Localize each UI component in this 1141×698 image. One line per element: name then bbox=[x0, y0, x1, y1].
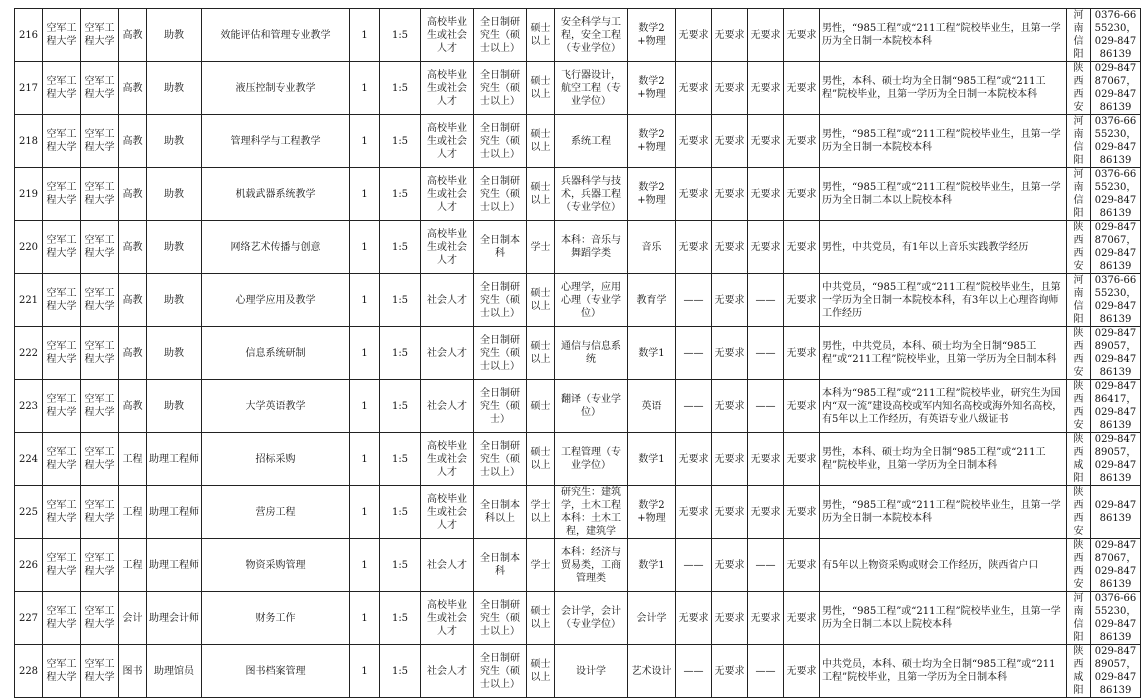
source-cell: 高校毕业生或社会人才 bbox=[421, 433, 474, 486]
unit-cell: 空军工程大学 bbox=[43, 274, 81, 327]
requirement-cell: 无要求 bbox=[784, 274, 820, 327]
requirement-cell: 无要求 bbox=[676, 115, 712, 168]
education-cell: 全日制研究生（硕士以上） bbox=[474, 645, 527, 698]
exam-subject-cell: 数学1 bbox=[628, 539, 676, 592]
position-cell: 助教 bbox=[147, 274, 202, 327]
degree-cell: 硕士以上 bbox=[527, 9, 555, 62]
category-cell: 高教 bbox=[119, 168, 147, 221]
requirement-cell: 无要求 bbox=[676, 433, 712, 486]
degree-cell: 硕士 bbox=[527, 380, 555, 433]
exam-subject-cell: 数学2+物理 bbox=[628, 486, 676, 539]
position-cell: 助教 bbox=[147, 115, 202, 168]
source-cell: 社会人才 bbox=[421, 539, 474, 592]
ratio-cell: 1:5 bbox=[380, 645, 421, 698]
position-cell: 助教 bbox=[147, 62, 202, 115]
row-number: 224 bbox=[15, 433, 43, 486]
requirement-cell: —— bbox=[676, 645, 712, 698]
requirement-cell: 无要求 bbox=[676, 592, 712, 645]
exam-subject-cell: 艺术设计 bbox=[628, 645, 676, 698]
department-cell: 空军工程大学 bbox=[81, 115, 119, 168]
ratio-cell: 1:5 bbox=[380, 539, 421, 592]
department-cell: 空军工程大学 bbox=[81, 168, 119, 221]
requirement-cell: —— bbox=[676, 539, 712, 592]
contact-phone-cell: 029-84786417，029-84786139 bbox=[1091, 380, 1141, 433]
requirement-cell: 无要求 bbox=[712, 592, 748, 645]
requirement-cell: 无要求 bbox=[712, 539, 748, 592]
requirement-cell: 无要求 bbox=[784, 380, 820, 433]
unit-cell: 空军工程大学 bbox=[43, 221, 81, 274]
unit-cell: 空军工程大学 bbox=[43, 115, 81, 168]
requirement-cell: —— bbox=[748, 380, 784, 433]
count-cell: 1 bbox=[350, 9, 380, 62]
work-content-cell: 心理学应用及教学 bbox=[202, 274, 350, 327]
category-cell: 图书 bbox=[119, 645, 147, 698]
position-cell: 助教 bbox=[147, 380, 202, 433]
department-cell: 空军工程大学 bbox=[81, 486, 119, 539]
count-cell: 1 bbox=[350, 380, 380, 433]
exam-subject-cell: 数学2+物理 bbox=[628, 62, 676, 115]
category-cell: 高教 bbox=[119, 62, 147, 115]
major-cell: 工程管理（专业学位） bbox=[555, 433, 628, 486]
department-cell: 空军工程大学 bbox=[81, 433, 119, 486]
major-cell: 系统工程 bbox=[555, 115, 628, 168]
position-cell: 助教 bbox=[147, 327, 202, 380]
other-requirements-cell: 男性，中共党员，本科、硕士均为全日制“985工程”或“211工程”院校毕业，且第一学历为全日制本科 bbox=[820, 327, 1067, 380]
contact-phone-cell: 0376-6655230，029-84786139 bbox=[1091, 592, 1141, 645]
other-requirements-cell: 有5年以上物资采购或财会工作经历，陕西省户口 bbox=[820, 539, 1067, 592]
position-cell: 助理工程师 bbox=[147, 486, 202, 539]
other-requirements-cell: 男性，“985工程”或“211工程”院校毕业生，且第一学历为全日制一本院校本科 bbox=[820, 486, 1067, 539]
unit-cell: 空军工程大学 bbox=[43, 380, 81, 433]
requirement-cell: 无要求 bbox=[784, 592, 820, 645]
table-row bbox=[15, 433, 1141, 486]
major-cell: 安全科学与工程，安全工程（专业学位） bbox=[555, 9, 628, 62]
department-cell: 空军工程大学 bbox=[81, 274, 119, 327]
ratio-cell: 1:5 bbox=[380, 115, 421, 168]
location-cell: 河南信阳 bbox=[1067, 274, 1091, 327]
requirement-cell: 无要求 bbox=[676, 62, 712, 115]
source-cell: 社会人才 bbox=[421, 274, 474, 327]
contact-phone-cell: 0376-6655230，029-84786139 bbox=[1091, 9, 1141, 62]
source-cell: 高校毕业生或社会人才 bbox=[421, 486, 474, 539]
work-content-cell: 机载武器系统教学 bbox=[202, 168, 350, 221]
table-row bbox=[15, 115, 1141, 168]
position-cell: 助教 bbox=[147, 221, 202, 274]
requirement-cell: 无要求 bbox=[784, 645, 820, 698]
requirement-cell: 无要求 bbox=[784, 62, 820, 115]
requirement-cell: —— bbox=[748, 645, 784, 698]
department-cell: 空军工程大学 bbox=[81, 380, 119, 433]
other-requirements-cell: 男性，“985工程”或“211工程”院校毕业生，且第一学历为全日制二本以上院校本科 bbox=[820, 168, 1067, 221]
contact-phone-cell: 029-84786139 bbox=[1091, 486, 1141, 539]
requirement-cell: 无要求 bbox=[784, 115, 820, 168]
major-cell: 翻译（专业学位） bbox=[555, 380, 628, 433]
department-cell: 空军工程大学 bbox=[81, 221, 119, 274]
category-cell: 高教 bbox=[119, 221, 147, 274]
requirement-cell: 无要求 bbox=[712, 9, 748, 62]
ratio-cell: 1:5 bbox=[380, 380, 421, 433]
major-cell: 会计学，会计（专业学位） bbox=[555, 592, 628, 645]
major-cell: 心理学，应用心理（专业学位） bbox=[555, 274, 628, 327]
requirement-cell: 无要求 bbox=[748, 115, 784, 168]
work-content-cell: 大学英语教学 bbox=[202, 380, 350, 433]
degree-cell: 学士 bbox=[527, 539, 555, 592]
education-cell: 全日制本科以上 bbox=[474, 486, 527, 539]
location-cell: 陕西西安 bbox=[1067, 486, 1091, 539]
requirement-cell: 无要求 bbox=[676, 168, 712, 221]
requirement-cell: 无要求 bbox=[784, 486, 820, 539]
ratio-cell: 1:5 bbox=[380, 9, 421, 62]
requirement-cell: 无要求 bbox=[748, 9, 784, 62]
row-number: 218 bbox=[15, 115, 43, 168]
degree-cell: 硕士以上 bbox=[527, 168, 555, 221]
education-cell: 全日制研究生（硕士以上） bbox=[474, 433, 527, 486]
unit-cell: 空军工程大学 bbox=[43, 433, 81, 486]
requirement-cell: 无要求 bbox=[712, 327, 748, 380]
education-cell: 全日制研究生（硕士以上） bbox=[474, 9, 527, 62]
department-cell: 空军工程大学 bbox=[81, 62, 119, 115]
count-cell: 1 bbox=[350, 274, 380, 327]
contact-phone-cell: 029-84787067，029-84786139 bbox=[1091, 539, 1141, 592]
position-cell: 助理馆员 bbox=[147, 645, 202, 698]
source-cell: 高校毕业生或社会人才 bbox=[421, 9, 474, 62]
department-cell: 空军工程大学 bbox=[81, 645, 119, 698]
requirement-cell: 无要求 bbox=[748, 592, 784, 645]
unit-cell: 空军工程大学 bbox=[43, 62, 81, 115]
ratio-cell: 1:5 bbox=[380, 486, 421, 539]
requirement-cell: 无要求 bbox=[784, 221, 820, 274]
ratio-cell: 1:5 bbox=[380, 62, 421, 115]
unit-cell: 空军工程大学 bbox=[43, 592, 81, 645]
contact-phone-cell: 029-84787067，029-84786139 bbox=[1091, 221, 1141, 274]
requirement-cell: 无要求 bbox=[712, 115, 748, 168]
exam-subject-cell: 英语 bbox=[628, 380, 676, 433]
source-cell: 高校毕业生或社会人才 bbox=[421, 221, 474, 274]
other-requirements-cell: 男性，“985工程”或“211工程”院校毕业生，且第一学历为全日制一本院校本科 bbox=[820, 115, 1067, 168]
requirement-cell: 无要求 bbox=[784, 9, 820, 62]
major-cell: 通信与信息系统 bbox=[555, 327, 628, 380]
degree-cell: 学士以上 bbox=[527, 486, 555, 539]
other-requirements-cell: 男性，“985工程”或“211工程”院校毕业生，且第一学历为全日制二本以上院校本科 bbox=[820, 592, 1067, 645]
ratio-cell: 1:5 bbox=[380, 221, 421, 274]
ratio-cell: 1:5 bbox=[380, 327, 421, 380]
contact-phone-cell: 029-84789057，029-84786139 bbox=[1091, 433, 1141, 486]
table-row bbox=[15, 274, 1141, 327]
requirement-cell: 无要求 bbox=[712, 62, 748, 115]
position-cell: 助理会计师 bbox=[147, 592, 202, 645]
source-cell: 社会人才 bbox=[421, 327, 474, 380]
position-cell: 助理工程师 bbox=[147, 539, 202, 592]
category-cell: 高教 bbox=[119, 380, 147, 433]
source-cell: 高校毕业生或社会人才 bbox=[421, 168, 474, 221]
unit-cell: 空军工程大学 bbox=[43, 539, 81, 592]
table-row bbox=[15, 9, 1141, 62]
table-row bbox=[15, 486, 1141, 539]
work-content-cell: 管理科学与工程教学 bbox=[202, 115, 350, 168]
row-number: 221 bbox=[15, 274, 43, 327]
requirement-cell: —— bbox=[676, 327, 712, 380]
education-cell: 全日制研究生（硕士） bbox=[474, 380, 527, 433]
exam-subject-cell: 数学2+物理 bbox=[628, 115, 676, 168]
category-cell: 高教 bbox=[119, 274, 147, 327]
requirement-cell: 无要求 bbox=[784, 327, 820, 380]
table-row bbox=[15, 645, 1141, 698]
row-number: 216 bbox=[15, 9, 43, 62]
major-cell: 设计学 bbox=[555, 645, 628, 698]
location-cell: 河南信阳 bbox=[1067, 9, 1091, 62]
location-cell: 陕西咸阳 bbox=[1067, 433, 1091, 486]
department-cell: 空军工程大学 bbox=[81, 592, 119, 645]
row-number: 217 bbox=[15, 62, 43, 115]
location-cell: 河南信阳 bbox=[1067, 168, 1091, 221]
unit-cell: 空军工程大学 bbox=[43, 486, 81, 539]
unit-cell: 空军工程大学 bbox=[43, 9, 81, 62]
source-cell: 高校毕业生或社会人才 bbox=[421, 115, 474, 168]
work-content-cell: 信息系统研制 bbox=[202, 327, 350, 380]
requirement-cell: 无要求 bbox=[784, 433, 820, 486]
other-requirements-cell: 男性，本科、硕士均为全日制“985工程”或“211工程”院校毕业，且第一学历为全日制本科 bbox=[820, 433, 1067, 486]
major-cell: 兵器科学与技术，兵器工程（专业学位） bbox=[555, 168, 628, 221]
degree-cell: 学士 bbox=[527, 221, 555, 274]
education-cell: 全日制本科 bbox=[474, 221, 527, 274]
category-cell: 工程 bbox=[119, 486, 147, 539]
degree-cell: 硕士以上 bbox=[527, 645, 555, 698]
category-cell: 工程 bbox=[119, 539, 147, 592]
exam-subject-cell: 音乐 bbox=[628, 221, 676, 274]
major-cell: 本科：经济与贸易类，工商管理类 bbox=[555, 539, 628, 592]
requirement-cell: 无要求 bbox=[712, 274, 748, 327]
row-number: 220 bbox=[15, 221, 43, 274]
count-cell: 1 bbox=[350, 221, 380, 274]
count-cell: 1 bbox=[350, 645, 380, 698]
requirement-cell: 无要求 bbox=[748, 486, 784, 539]
work-content-cell: 网络艺术传播与创意 bbox=[202, 221, 350, 274]
table-row bbox=[15, 168, 1141, 221]
requirement-cell: 无要求 bbox=[784, 168, 820, 221]
work-content-cell: 营房工程 bbox=[202, 486, 350, 539]
other-requirements-cell: 中共党员，本科、硕士均为全日制“985工程”或“211工程”院校毕业，且第一学历为全日制本科 bbox=[820, 645, 1067, 698]
exam-subject-cell: 数学1 bbox=[628, 327, 676, 380]
requirement-cell: 无要求 bbox=[712, 380, 748, 433]
unit-cell: 空军工程大学 bbox=[43, 168, 81, 221]
work-content-cell: 物资采购管理 bbox=[202, 539, 350, 592]
exam-subject-cell: 会计学 bbox=[628, 592, 676, 645]
education-cell: 全日制研究生（硕士以上） bbox=[474, 62, 527, 115]
degree-cell: 硕士以上 bbox=[527, 327, 555, 380]
count-cell: 1 bbox=[350, 433, 380, 486]
ratio-cell: 1:5 bbox=[380, 592, 421, 645]
work-content-cell: 液压控制专业教学 bbox=[202, 62, 350, 115]
table-row bbox=[15, 539, 1141, 592]
requirement-cell: 无要求 bbox=[748, 221, 784, 274]
requirement-cell: —— bbox=[748, 539, 784, 592]
source-cell: 高校毕业生或社会人才 bbox=[421, 62, 474, 115]
requirement-cell: 无要求 bbox=[676, 9, 712, 62]
requirement-cell: 无要求 bbox=[712, 645, 748, 698]
requirement-cell: 无要求 bbox=[784, 539, 820, 592]
category-cell: 高教 bbox=[119, 115, 147, 168]
count-cell: 1 bbox=[350, 168, 380, 221]
contact-phone-cell: 029-84789057，029-84786139 bbox=[1091, 327, 1141, 380]
exam-subject-cell: 数学2+物理 bbox=[628, 168, 676, 221]
requirement-cell: 无要求 bbox=[712, 433, 748, 486]
degree-cell: 硕士以上 bbox=[527, 592, 555, 645]
other-requirements-cell: 本科为“985工程”或“211工程”院校毕业，研究生为国内“双一流”建设高校或军内知名高校或海外知名高校，有5年以上工作经历，有英语专业八级证书 bbox=[820, 380, 1067, 433]
work-content-cell: 效能评估和管理专业教学 bbox=[202, 9, 350, 62]
position-cell: 助理工程师 bbox=[147, 433, 202, 486]
ratio-cell: 1:5 bbox=[380, 168, 421, 221]
requirement-cell: 无要求 bbox=[676, 221, 712, 274]
row-number: 227 bbox=[15, 592, 43, 645]
work-content-cell: 招标采购 bbox=[202, 433, 350, 486]
requirement-cell: 无要求 bbox=[748, 62, 784, 115]
contact-phone-cell: 0376-6655230，029-84786139 bbox=[1091, 274, 1141, 327]
count-cell: 1 bbox=[350, 327, 380, 380]
location-cell: 陕西西安 bbox=[1067, 221, 1091, 274]
education-cell: 全日制研究生（硕士以上） bbox=[474, 115, 527, 168]
position-cell: 助教 bbox=[147, 168, 202, 221]
location-cell: 陕西西安 bbox=[1067, 539, 1091, 592]
source-cell: 社会人才 bbox=[421, 645, 474, 698]
location-cell: 陕西西安 bbox=[1067, 380, 1091, 433]
requirement-cell: 无要求 bbox=[712, 168, 748, 221]
row-number: 223 bbox=[15, 380, 43, 433]
row-number: 222 bbox=[15, 327, 43, 380]
table-row bbox=[15, 380, 1141, 433]
degree-cell: 硕士以上 bbox=[527, 433, 555, 486]
category-cell: 工程 bbox=[119, 433, 147, 486]
major-cell: 本科：音乐与舞蹈学类 bbox=[555, 221, 628, 274]
requirement-cell: —— bbox=[676, 380, 712, 433]
location-cell: 陕西西安 bbox=[1067, 62, 1091, 115]
degree-cell: 硕士以上 bbox=[527, 62, 555, 115]
requirement-cell: —— bbox=[748, 327, 784, 380]
ratio-cell: 1:5 bbox=[380, 433, 421, 486]
category-cell: 会计 bbox=[119, 592, 147, 645]
education-cell: 全日制研究生（硕士以上） bbox=[474, 274, 527, 327]
category-cell: 高教 bbox=[119, 9, 147, 62]
education-cell: 全日制本科 bbox=[474, 539, 527, 592]
department-cell: 空军工程大学 bbox=[81, 9, 119, 62]
row-number: 226 bbox=[15, 539, 43, 592]
major-cell: 飞行器设计，航空工程（专业学位） bbox=[555, 62, 628, 115]
unit-cell: 空军工程大学 bbox=[43, 327, 81, 380]
contact-phone-cell: 0376-6655230，029-84786139 bbox=[1091, 168, 1141, 221]
ratio-cell: 1:5 bbox=[380, 274, 421, 327]
location-cell: 河南信阳 bbox=[1067, 115, 1091, 168]
unit-cell: 空军工程大学 bbox=[43, 645, 81, 698]
requirement-cell: —— bbox=[748, 274, 784, 327]
other-requirements-cell: 男性，“985工程”或“211工程”院校毕业生，且第一学历为全日制一本院校本科 bbox=[820, 9, 1067, 62]
row-number: 225 bbox=[15, 486, 43, 539]
contact-phone-cell: 029-84789057，029-84786139 bbox=[1091, 645, 1141, 698]
table-row bbox=[15, 221, 1141, 274]
department-cell: 空军工程大学 bbox=[81, 327, 119, 380]
major-cell: 研究生：建筑学，土木工程本科：土木工程，建筑学 bbox=[555, 486, 628, 539]
contact-phone-cell: 0376-6655230，029-84786139 bbox=[1091, 115, 1141, 168]
other-requirements-cell: 中共党员，“985工程”或“211工程”院校毕业生，且第一学历为全日制一本院校本科，有3年以上心理咨询师工作经历 bbox=[820, 274, 1067, 327]
degree-cell: 硕士以上 bbox=[527, 115, 555, 168]
work-content-cell: 图书档案管理 bbox=[202, 645, 350, 698]
table-row bbox=[15, 592, 1141, 645]
row-number: 228 bbox=[15, 645, 43, 698]
position-cell: 助教 bbox=[147, 9, 202, 62]
positions-table bbox=[14, 8, 1141, 698]
source-cell: 社会人才 bbox=[421, 380, 474, 433]
location-cell: 陕西咸阳 bbox=[1067, 645, 1091, 698]
row-number: 219 bbox=[15, 168, 43, 221]
other-requirements-cell: 男性，本科、硕士均为全日制“985工程”或“211工程”院校毕业，且第一学历为全日制一本院校本科 bbox=[820, 62, 1067, 115]
education-cell: 全日制研究生（硕士以上） bbox=[474, 592, 527, 645]
count-cell: 1 bbox=[350, 486, 380, 539]
count-cell: 1 bbox=[350, 62, 380, 115]
degree-cell: 硕士以上 bbox=[527, 274, 555, 327]
requirement-cell: 无要求 bbox=[748, 433, 784, 486]
requirement-cell: —— bbox=[676, 274, 712, 327]
exam-subject-cell: 数学2+物理 bbox=[628, 9, 676, 62]
work-content-cell: 财务工作 bbox=[202, 592, 350, 645]
contact-phone-cell: 029-84787067，029-84786139 bbox=[1091, 62, 1141, 115]
count-cell: 1 bbox=[350, 539, 380, 592]
requirement-cell: 无要求 bbox=[676, 486, 712, 539]
category-cell: 高教 bbox=[119, 327, 147, 380]
exam-subject-cell: 数学1 bbox=[628, 433, 676, 486]
table-row bbox=[15, 62, 1141, 115]
table-row bbox=[15, 327, 1141, 380]
exam-subject-cell: 教育学 bbox=[628, 274, 676, 327]
location-cell: 河南信阳 bbox=[1067, 592, 1091, 645]
education-cell: 全日制研究生（硕士以上） bbox=[474, 327, 527, 380]
education-cell: 全日制研究生（硕士以上） bbox=[474, 168, 527, 221]
requirement-cell: 无要求 bbox=[748, 168, 784, 221]
count-cell: 1 bbox=[350, 592, 380, 645]
source-cell: 高校毕业生或社会人才 bbox=[421, 592, 474, 645]
location-cell: 陕西西安 bbox=[1067, 327, 1091, 380]
requirement-cell: 无要求 bbox=[712, 221, 748, 274]
requirement-cell: 无要求 bbox=[712, 486, 748, 539]
other-requirements-cell: 男性，中共党员，有1年以上音乐实践教学经历 bbox=[820, 221, 1067, 274]
department-cell: 空军工程大学 bbox=[81, 539, 119, 592]
count-cell: 1 bbox=[350, 115, 380, 168]
